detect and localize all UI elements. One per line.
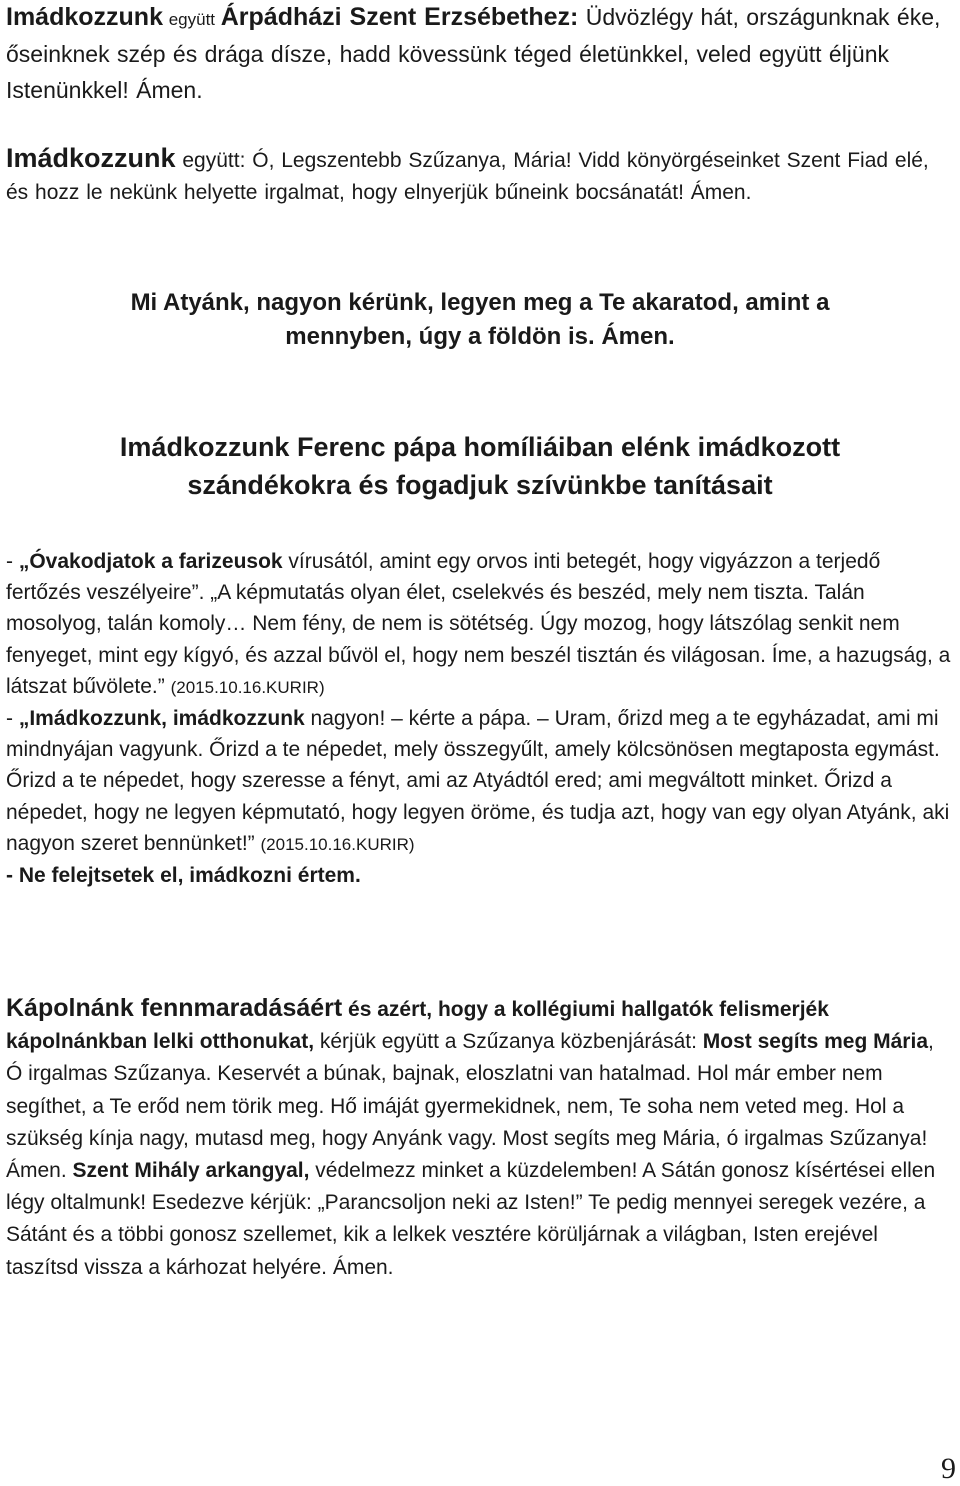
closing-request: - Ne felejtsetek el, imádkozni értem. [6, 864, 361, 888]
source-citation: (2015.10.16.KURIR) [260, 834, 415, 854]
homily-quotes-paragraph [6, 546, 954, 891]
bold-phrase: és azért, hogy a kollégiumi hallgatók felismerjék kápolnánkban lelki otthonukat, [6, 998, 829, 1054]
prayer-text: Üdvözlégy hát, országunknak éke, őseinknek szép és drága dísze, hadd kövessünk téged életünkkel, veled együtt éljünk Istenünkkel! Ámen. [6, 4, 941, 103]
heading-line: mennyben, úgy a földön is. Ámen. [285, 323, 675, 350]
chapel-prayer-paragraph [6, 992, 954, 1284]
bold-phrase: Most segíts meg Mária [702, 1030, 928, 1054]
pope-francis-heading [0, 428, 960, 504]
quote-text: nagyon! – kérte a pápa. – Uram, őrizd meg a te egyházadat, ami mi mindnyájan vagyunk. Őrizd a te népedet, mely összegyűlt, amely kölcsönösen megtaposta egymást. Őrizd a te népedet, hogy szeresse a fényt, ami az Atyádtól ered; ami megváltott minket. Őrizd a népedet, hogy ne legyen képmutató, hogy legyen öröme, és tudja azt, hogy van egy olyan Atyánk, aki nagyon szeret bennünket!” [6, 707, 950, 855]
page-number: 9 [941, 1452, 956, 1485]
quote-lead: „Imádkozzunk, imádkozzunk [18, 707, 305, 731]
dash: - [6, 707, 19, 731]
quote-lead: „Óvakodjatok a farizeusok [18, 550, 283, 573]
heading-line: Mi Atyánk, nagyon kérünk, legyen meg a Te akaratod, amint a [130, 289, 830, 316]
lead-word: Imádkozzunk [6, 143, 176, 173]
prayer-erzsebet-paragraph [6, 0, 954, 109]
prayer-text: , Ó irgalmas Szűzanya. Keservét a búnak, bajnak, eloszlatni van hatalmad. Hol már ember nem segíthet, a Te erőd nem törik meg. Hő imáját gyermekidnek, nem, Te soha nem veted meg. Hol a szükség kínja nagy, mutasd meg, hogy Anyánk vagy. Most segíts meg Mária, ó irgalmas Szűzanya! Ámen. [6, 1030, 934, 1183]
prayer-text: kérjük együtt a Szűzanya közbenjárását: [314, 1030, 703, 1054]
lead-phrase: Kápolnánk fennmaradásáért [6, 994, 343, 1022]
heading-line: szándékokra és fogadjuk szívünkbe tanításait [187, 470, 773, 500]
lead-word: Imádkozzunk [6, 3, 163, 31]
heading-line: Imádkozzunk Ferenc pápa homíliáiban elénk imádkozott [119, 432, 841, 462]
source-citation: (2015.10.16.KURIR) [170, 677, 325, 697]
prayer-text: védelmezz minket a küzdelemben! A Sátán gonosz kísértései ellen légy oltalmunk! Esedezve kérjük: „Parancsoljon neki az Isten!” Te pedig mennyei seregek vezére, a Sátánt és a többi gonosz szellemet, kik a lelkek vesztére körüljárnak a világban, Isten erejével taszítsd vissza a kárhozat helyére. Ámen. [6, 1159, 936, 1279]
quote-text: vírusától, amint egy orvos inti betegét, hogy vigyázzon a terjedő fertőzés veszélyeire”. „A képmutatás olyan élet, cselekvés és beszéd, mely nem tiszta. Talán mosolyog, talán komoly… Nem fény, de nem is sötétség. Úgy mozog, hogy látszólag senkit nem fenyeget, mint egy kígyó, és azzal bűvöl el, hogy nem beszél tisztán és világosan. Íme, a hazugság, a látszat bűvölete.” [6, 550, 951, 698]
together-word: együtt [162, 10, 221, 29]
dash: - [6, 550, 19, 573]
prayer-maria-paragraph [6, 142, 954, 209]
our-father-heading [0, 286, 960, 354]
saint-name: Árpádházi Szent Erzsébethez: [220, 3, 579, 31]
prayer-text: együtt: Ó, Legszentebb Szűzanya, Mária! Vidd könyörgéseinket Szent Fiad elé, és hozz le nekünk helyette irgalmat, hogy elnyerjük bűneink bocsánatát! Ámen. [6, 149, 929, 204]
bold-phrase: Szent Mihály arkangyal, [72, 1159, 310, 1183]
